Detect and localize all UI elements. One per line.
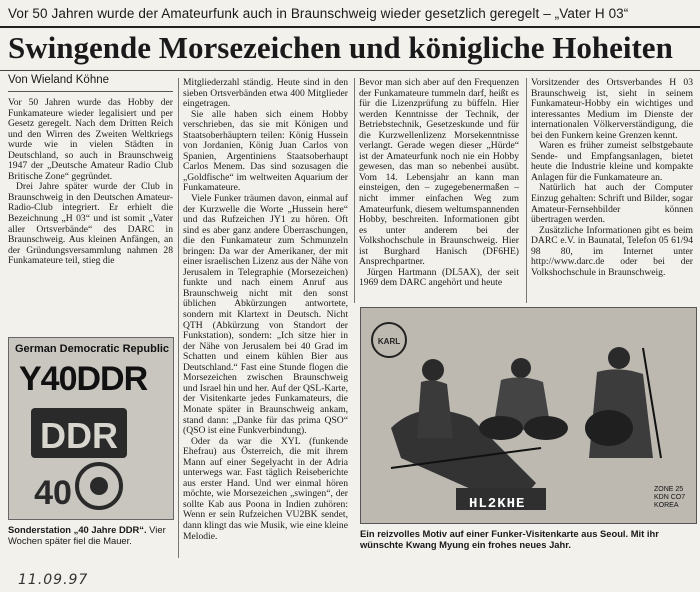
col2-paragraph-4: Oder da war die XYL (funkende Ehefrau) aus Österreich, die mit ihrem Mann auf einer Segelyacht in der Adria unterwegs war. Fast täglich Reiseberichte aus erster Hand. Und wer einmal hören möchte, wie Morsezeichen „swingen“, der sollte Kab aus Poona in Indien zuhören: Wenn er sein Rufzeichen VU2BK sendet, dann klingt das wie Musik, wie eine kleine Melodie. xyxy=(183,435,348,542)
headline-rule xyxy=(0,70,700,71)
col4-paragraph-3: Natürlich hat auch der Computer Einzug gehalten: Schrift und Bilder, sogar Amateur-Fernsehbilder können übertragen werden. xyxy=(531,182,693,226)
stamp-ddr-letters: DDR xyxy=(40,415,118,456)
card-zone-line-3: KOREA xyxy=(654,502,679,509)
column-divider-1 xyxy=(178,78,179,558)
column-1 xyxy=(8,98,173,267)
card-zone-line-1: ZONE 25 xyxy=(654,486,684,493)
col1-paragraph-2: Drei Jahre später wurde der Club in Braunschweig in den Deutschen Amateur-Radio-Club integriert. Er erhielt die Bezeichnung „H 03“ und ist somit „Vater aller Ortsverbände“ des DARC in Braunschweig. Aus kleinen Anfängen, an der Gründungsversammlung nahmen 28 Funkamateure teil, stieg die xyxy=(8,181,173,267)
ddr-graphic xyxy=(29,404,133,514)
col1-paragraph-1: Vor 50 Jahren wurde das Hobby der Funkamateure wieder legalisiert und per Gesetz geregelt. Nach dem Dritten Reich und den Wirren des Zweiten Weltkriegs wurde wie in vielen Städten in Deutschland, so auch in Braunschweig 1947 der „Deutsche Amateur Radio Club Britische Zone“ gegründet. xyxy=(8,97,173,182)
card-emblem-text: KARL xyxy=(377,337,401,346)
col3-paragraph-1: Bevor man sich aber auf den Frequenzen der Funkamateure tummeln darf, heißt es für die Lizenzprüfung zu büffeln. Hier werden Kenntnisse der Technik, der Betriebstechnik, Gesetzeskunde und für die Kurzwellenlizenz Morsekenntnisse verlangt. Gerade wegen dieser „Hürde“ ist der Amateurfunk noch nie ein Hobby gewesen, das man so nebenbei ausübt. Vom 14. Lebensjahr an kann man einsteigen, den – zugegebenermaßen – nicht immer einfachen Weg zum Amateurfunk, diesem weltumspannenden Hobby, beschreiten. Informationen gibt es unter anderem bei der Volkshochschule in Braunschweig. Hier ist Burghard Hanisch (DF6HE) Ansprechpartner. xyxy=(359,77,519,268)
column-2 xyxy=(183,78,348,542)
column-divider-3 xyxy=(526,78,527,303)
column-4 xyxy=(531,78,693,278)
card-zone-line-2: KDN CO7 xyxy=(654,494,686,501)
byline: Von Wieland Köhne xyxy=(8,74,110,86)
handwritten-date: 11.09.97 xyxy=(18,572,89,588)
qsl-card-image xyxy=(360,307,697,524)
stamp-country: German Democratic Republic xyxy=(15,343,170,355)
stamp-callsign: Y40DDR xyxy=(19,360,148,398)
col3-paragraph-2: Jürgen Hartmann (DL5AX), der seit 1969 dem DARC angehört und heute xyxy=(359,266,519,289)
card-zone-info xyxy=(654,486,685,510)
stamp-number: 40 xyxy=(34,474,72,512)
col2-paragraph-3: Viele Funker träumen davon, einmal auf der Kurzwelle die Worte „Hussein here“ und das Rufzeichen JY1 zu hören. Oft sind es aber ganz andere Überraschungen, die den Funkamateur zum Schmunzeln bringen: Da war der Amerikaner, der mit einer israelischen Lizenz aus der Nähe von Jerusalem in Telegraphie (Morsezeichen) funkte und nach einem Anruf aus Braunschweig nicht mit den sonst üblichen Abkürzungen antwortete, sondern mit Klartext in Deutsch. Nicht QTH (Abkürzung von Standort der Funkstation), sondern: „Ich sitze hier in der Nähe von Jerusalem bei 40 Grad im Schatten und einem kühlen Bier aus Deutschland.“ Fast eine Stunde flogen die Morsezeichen zwischen Braunschweig und Israel hin und her. Auf der QSL-Karte, der Visitenkarte jedes Funkamateurs, die Monate später in Braunschweig ankam, stand dann: „Danke für das prima QSO“ (QSO ist eine Funkverbindung). xyxy=(183,193,348,437)
stamp-caption-bold: Sonderstation „40 Jahre DDR“. xyxy=(8,524,147,535)
col2-paragraph-1: Mitgliederzahl ständig. Heute sind in den sieben Ortsverbänden etwa 400 Mitglieder eingetragen. xyxy=(183,77,348,110)
headline: Swingende Morsezeichen und königliche Hoheiten xyxy=(8,30,673,65)
column-divider-2 xyxy=(354,78,355,303)
byline-rule xyxy=(8,91,173,92)
stamp-caption xyxy=(8,524,173,546)
top-rule xyxy=(0,26,700,28)
qsl-card-illustration xyxy=(361,308,696,523)
kicker-line: Vor 50 Jahren wurde der Amateurfunk auch in Braunschweig wieder gesetzlich geregelt – „Vater H 03“ xyxy=(8,6,629,21)
col4-paragraph-2: Waren es früher zumeist selbstgebaute Sende- und Empfangsanlagen, bietet heute die Industrie kleine und kompakte Anlagen für die Funkamateure an. xyxy=(531,140,693,183)
stamp-caption-rest: Vier Wochen später fiel die Mauer. xyxy=(8,524,166,546)
col4-paragraph-1: Vorsitzender des Ortsverbandes H 03 Braunschweig ist, sieht in seinem Funkamateur-Hobby ein wichtiges und interessantes Medium im Dienste der internationalen Völkerverständigung, die bei den Funkern keine Grenzen kennt. xyxy=(531,77,693,141)
card-caption: Ein reizvolles Motiv auf einer Funker-Visitenkarte aus Seoul. Mit ihr wünschte Kwang Myung ein frohes neues Jahr. xyxy=(360,528,659,550)
column-3 xyxy=(359,78,519,289)
ddr-stamp-image xyxy=(8,337,174,520)
card-callsign: HL2KHE xyxy=(469,496,526,512)
col2-paragraph-2: Sie alle haben sich einem Hobby verschrieben, das sie mit Königen und Staatsoberhäuptern teilen: König Hussein von Jordanien, König Juan Carlos von Spanien, Argentiniens Staatsoberhaupt Carlos Menem. Das sind sozusagen die „Goldfische“ im weltweiten Aquarium der Funkamateure. xyxy=(183,108,348,194)
col4-paragraph-4: Zusätzliche Informationen gibt es beim DARC e.V. in Baunatal, Telefon 05 61/94 98 80, im Internet unter http://www.darc.de oder bei der Volkshochschule in Braunschweig. xyxy=(531,224,693,278)
